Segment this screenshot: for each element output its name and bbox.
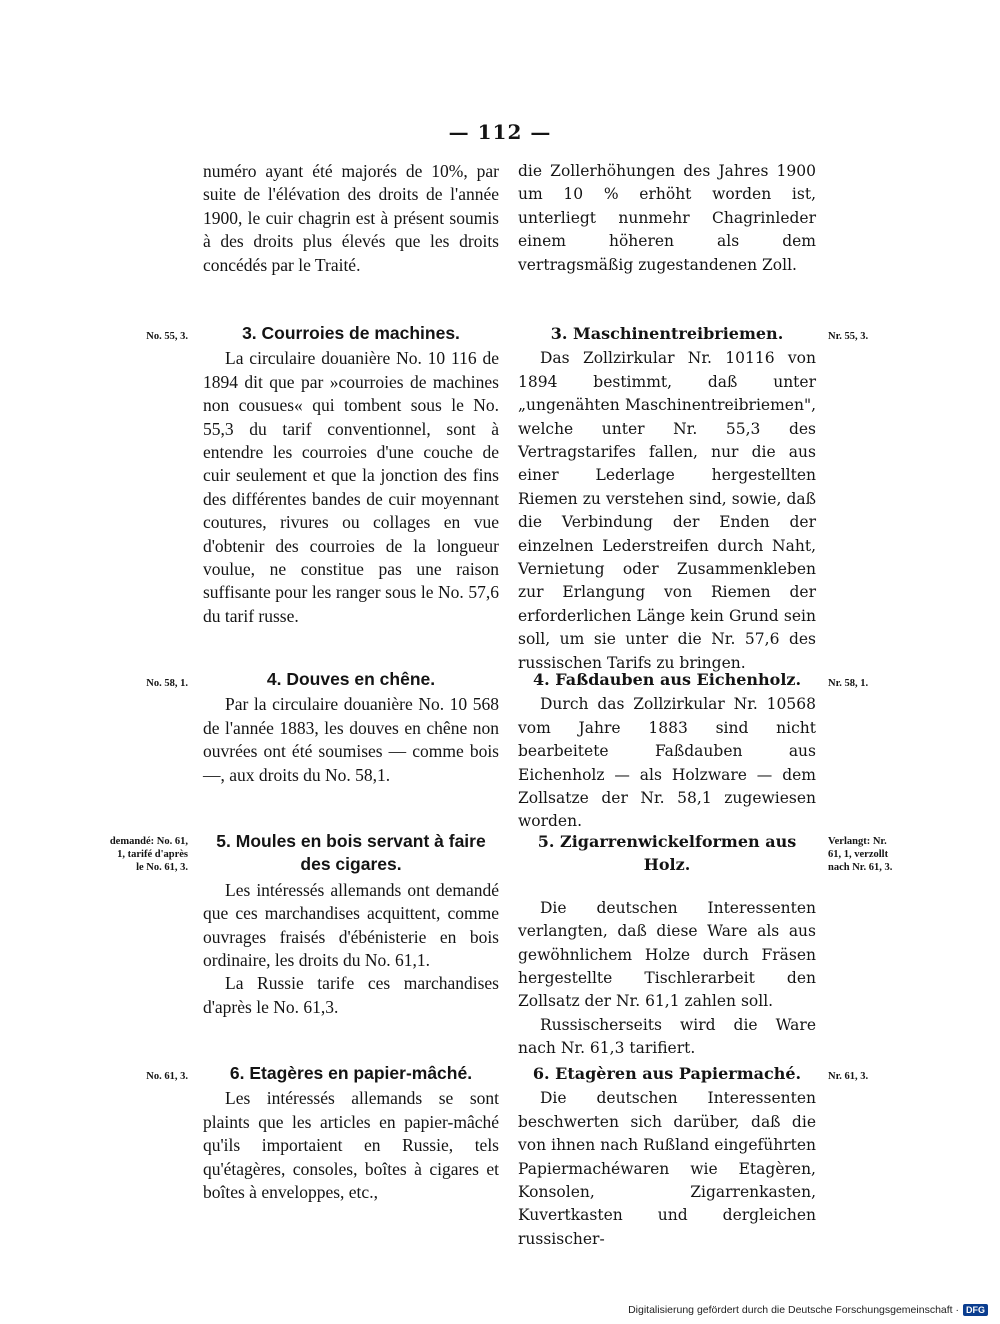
section-fr — [203, 830, 499, 1019]
footer — [628, 1304, 988, 1316]
paragraph-de: Das Zollzirkular Nr. 10116 von 1894 bestimmt, daß unter „ungenähten Maschinentreibriemen", welche unter Nr. 55,3 des Vertragstarifes fallen, nur die aus einer Lederlage hergestellten Riemen zu verstehen sind, sowie, daß die Verbindung der Enden der einzelnen Lederstreifen durch Naht, Vernietung oder Zusammenkleben zur Erlangung von Riemen der erforderlichen Länge kein Grund sein soll, um sie unter die Nr. 57,6 des russischen Tarifs zu bringen. — [518, 349, 816, 672]
dfg-logo-icon: DFG — [963, 1304, 988, 1316]
intro-de — [518, 160, 816, 277]
margin-note-left: No. 55, 3. — [146, 331, 188, 342]
margin-note-right: Verlangt: Nr. 61, 1, verzollt nach Nr. 61, 3. — [828, 836, 893, 873]
section-title-fr: 4. Douves en chêne. — [266, 669, 436, 689]
section-de — [518, 830, 816, 1061]
margin-note-left: demandé: No. 61, 1, tarifé d'après le No. 61, 3. — [109, 836, 188, 873]
paragraph-de: Die deutschen Interessenten verlangten, daß diese Ware als aus gewöhnlichem Holze durch Fräsen hergestellte Tischlerarbeit den Zollsatz der Nr. 61,1 zahlen soll. — [518, 898, 816, 1011]
section-title-fr: 3. Courroies de machines. — [242, 323, 460, 343]
section-title-de: 3. Maschinentreibriemen. — [550, 324, 784, 343]
section-de — [518, 668, 816, 834]
section-title-de: 5. Zigarrenwickelformen aus Holz. — [537, 832, 797, 875]
margin-note-right: Nr. 61, 3. — [828, 1071, 869, 1082]
section-title-de: 6. Etagèren aus Papiermaché. — [532, 1064, 802, 1083]
section-fr — [203, 1062, 499, 1204]
paragraph-fr: Les intéressés allemands ont demandé que ces marchandises acquittent, comme ouvrages fraisés d'ébénisterie en bois ordinaire, les droits du No. 61,1. — [203, 879, 499, 971]
margin-note-right: Nr. 55, 3. — [828, 331, 869, 342]
paragraph-fr: La circulaire douanière No. 10 116 de 1894 dit que par »courroies de machines non cousues« qui tombent sous le No. 55,3 du tarif conventionnel, sont à entendre les courroies d'une couche de cuir seulement et que la jonction des fins des différentes bandes de cuir moyennant coutures, rivures ou collages en vue d'obtenir des courroies de la longueur voulue, ne constitue pas une raison suffisante pour les ranger sous le No. 57,6 du tarif russe. — [203, 348, 499, 626]
paragraph-fr: La Russie tarife ces marchandises d'après le No. 61,3. — [203, 973, 499, 1017]
section-title-de: 4. Faßdauben aus Eichenholz. — [532, 670, 802, 689]
margin-note-right: Nr. 58, 1. — [828, 678, 869, 689]
paragraph-fr: Par la circulaire douanière No. 10 568 de l'année 1883, les douves en chêne non ouvrées ont été soumises — comme bois —, aux droits du No. 58,1. — [203, 694, 499, 785]
section-title-fr: 6. Etagères en papier-mâché. — [229, 1063, 473, 1083]
section-fr — [203, 668, 499, 787]
intro-fr — [203, 160, 499, 277]
intro-fr-text: numéro ayant été majorés de 10%, par suite de l'élévation des droits de l'année 1900, le cuir chagrin est à présent soumis à des droits plus élevés que les droits concédés par le Traité. — [203, 161, 499, 275]
paragraph-fr: Les intéressés allemands se sont plaints que les articles en papier-mâché qu'ils importaient en Russie, tels qu'étagères, consoles, boîtes à cigares et boîtes à enveloppes, etc., — [203, 1088, 499, 1203]
margin-note-left: No. 58, 1. — [146, 678, 188, 689]
section-de — [518, 322, 816, 675]
section-de — [518, 1062, 816, 1251]
paragraph-de: Die deutschen Interessenten beschwerten sich darüber, daß die von ihnen nach Rußland eingeführten Papiermachéwaren wie Etagèren, Konsolen, Zigarrenkasten, Kuvertkasten und dergleichen russischer- — [518, 1089, 816, 1248]
intro-de-text: die Zollerhöhungen des Jahres 1900 um 10 % erhöht worden ist, unterliegt nunmehr Chagrinleder einem höheren als dem vertragsmäßig zugestandenen Zoll. — [518, 162, 816, 274]
paragraph-de: Durch das Zollzirkular Nr. 10568 vom Jahre 1883 sind nicht bearbeitete Faßdauben aus Eichenholz — als Holzware — dem Zollsatze der Nr. 58,1 zugewiesen worden. — [518, 695, 816, 831]
paragraph-de: Russischerseits wird die Ware nach Nr. 61,3 tarifiert. — [518, 1015, 816, 1058]
margin-note-left: No. 61, 3. — [146, 1071, 188, 1082]
footer-text: Digitalisierung gefördert durch die Deutsche Forschungsgemeinschaft · — [628, 1304, 959, 1316]
page-number: — 112 — — [448, 120, 552, 144]
section-fr — [203, 322, 499, 628]
section-title-fr: 5. Moules en bois servant à faire des cigares. — [216, 831, 486, 875]
